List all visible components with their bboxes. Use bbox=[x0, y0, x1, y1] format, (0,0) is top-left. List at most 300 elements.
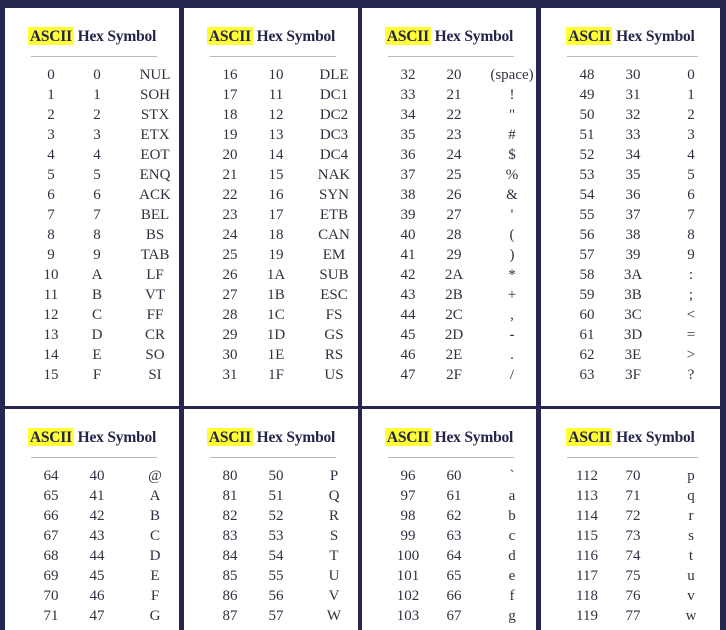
table-row bbox=[362, 606, 536, 626]
symbol-cell: ` bbox=[509, 468, 515, 484]
ascii-code-cell: 44 bbox=[400, 307, 416, 323]
column-header bbox=[184, 429, 358, 447]
table-row bbox=[5, 566, 179, 586]
table-row bbox=[362, 245, 536, 265]
ascii-panel bbox=[541, 409, 720, 630]
table-row bbox=[362, 546, 536, 566]
symbol-cell: SI bbox=[148, 367, 162, 383]
hex-header-label: Hex bbox=[77, 28, 104, 45]
table-row bbox=[184, 606, 358, 626]
hex-code-cell: 9 bbox=[93, 247, 101, 263]
hex-code-cell: 2D bbox=[444, 327, 464, 343]
symbol-cell: NUL bbox=[139, 67, 171, 83]
hex-code-cell: 54 bbox=[268, 548, 284, 564]
symbol-cell: DC2 bbox=[319, 107, 349, 123]
ascii-code-cell: 36 bbox=[400, 147, 416, 163]
table-row bbox=[362, 486, 536, 506]
ascii-code-cell: 112 bbox=[576, 468, 598, 484]
hex-code-cell: 64 bbox=[446, 548, 462, 564]
table-row bbox=[362, 526, 536, 546]
symbol-header-label: Symbol bbox=[286, 28, 336, 45]
ascii-code-cell: 28 bbox=[222, 307, 238, 323]
ascii-code-cell: 30 bbox=[222, 347, 238, 363]
hex-code-cell: 4 bbox=[93, 147, 101, 163]
ascii-code-cell: 70 bbox=[43, 588, 59, 604]
symbol-cell: 5 bbox=[687, 167, 695, 183]
hex-code-cell: 3E bbox=[624, 347, 642, 363]
symbol-cell: STX bbox=[140, 107, 170, 123]
table-row bbox=[184, 526, 358, 546]
hex-code-cell: 41 bbox=[89, 488, 105, 504]
ascii-header-label: ASCII bbox=[568, 28, 611, 45]
table-row bbox=[184, 145, 358, 165]
symbol-cell: G bbox=[149, 608, 161, 624]
table-row bbox=[362, 285, 536, 305]
ascii-code-cell: 98 bbox=[400, 508, 416, 524]
table-row bbox=[5, 125, 179, 145]
table-row bbox=[184, 65, 358, 85]
hex-code-cell: A bbox=[91, 267, 103, 283]
symbol-cell: W bbox=[326, 608, 342, 624]
ascii-code-cell: 26 bbox=[222, 267, 238, 283]
table-row bbox=[541, 205, 720, 225]
symbol-cell: c bbox=[508, 528, 516, 544]
hex-code-cell: 25 bbox=[446, 167, 462, 183]
table-row bbox=[362, 506, 536, 526]
table-row bbox=[5, 345, 179, 365]
ascii-code-cell: 38 bbox=[400, 187, 416, 203]
ascii-code-cell: 24 bbox=[222, 227, 238, 243]
ascii-panel bbox=[362, 409, 536, 630]
table-row bbox=[541, 345, 720, 365]
symbol-cell: ETX bbox=[140, 127, 170, 143]
row-list bbox=[541, 466, 720, 626]
symbol-cell: BEL bbox=[140, 207, 170, 223]
table-row bbox=[541, 466, 720, 486]
table-row bbox=[184, 345, 358, 365]
ascii-code-cell: 5 bbox=[47, 167, 55, 183]
symbol-cell: V bbox=[328, 588, 340, 604]
ascii-code-cell: 60 bbox=[579, 307, 595, 323]
symbol-cell: / bbox=[509, 367, 515, 383]
symbol-cell: LF bbox=[146, 267, 164, 283]
table-row bbox=[541, 185, 720, 205]
ascii-header-label: ASCII bbox=[568, 429, 611, 446]
symbol-cell: 4 bbox=[687, 147, 695, 163]
symbol-cell: SYN bbox=[318, 187, 349, 203]
hex-code-cell: 72 bbox=[625, 508, 641, 524]
table-row bbox=[362, 65, 536, 85]
ascii-code-cell: 81 bbox=[222, 488, 238, 504]
ascii-header-label: ASCII bbox=[208, 28, 251, 45]
ascii-code-cell: 15 bbox=[43, 367, 59, 383]
table-row bbox=[541, 606, 720, 626]
header-divider bbox=[31, 56, 157, 57]
ascii-code-cell: 22 bbox=[222, 187, 238, 203]
hex-code-cell: 28 bbox=[446, 227, 462, 243]
symbol-cell: 2 bbox=[687, 107, 695, 123]
ascii-panel bbox=[5, 8, 179, 406]
table-row bbox=[184, 506, 358, 526]
ascii-code-cell: 2 bbox=[47, 107, 55, 123]
header-divider bbox=[567, 56, 698, 57]
symbol-cell: # bbox=[508, 127, 516, 143]
hex-code-cell: F bbox=[92, 367, 102, 383]
header-divider bbox=[567, 457, 698, 458]
symbol-header-label: Symbol bbox=[645, 28, 695, 45]
ascii-code-cell: 45 bbox=[400, 327, 416, 343]
hex-code-cell: 37 bbox=[625, 207, 641, 223]
ascii-code-cell: 16 bbox=[222, 67, 238, 83]
row-list bbox=[184, 65, 358, 385]
ascii-code-cell: 55 bbox=[579, 207, 595, 223]
symbol-cell: $ bbox=[508, 147, 516, 163]
hex-code-cell: 1A bbox=[266, 267, 286, 283]
symbol-cell: + bbox=[507, 287, 517, 303]
ascii-code-cell: 21 bbox=[222, 167, 238, 183]
hex-code-cell: 30 bbox=[625, 67, 641, 83]
ascii-code-cell: 47 bbox=[400, 367, 416, 383]
symbol-cell: g bbox=[508, 608, 516, 624]
ascii-header-label: ASCII bbox=[386, 28, 429, 45]
symbol-cell: 7 bbox=[687, 207, 695, 223]
table-row bbox=[541, 105, 720, 125]
table-row bbox=[5, 245, 179, 265]
hex-code-cell: 21 bbox=[446, 87, 462, 103]
symbol-cell: @ bbox=[148, 468, 162, 484]
hex-code-cell: 3A bbox=[623, 267, 643, 283]
row-list bbox=[362, 466, 536, 626]
hex-code-cell: 1C bbox=[267, 307, 285, 323]
table-row bbox=[184, 205, 358, 225]
symbol-cell: 6 bbox=[687, 187, 695, 203]
ascii-code-cell: 25 bbox=[222, 247, 238, 263]
symbol-cell: s bbox=[688, 528, 694, 544]
hex-header-label: Hex bbox=[616, 429, 643, 446]
symbol-cell: 0 bbox=[687, 67, 695, 83]
table-row bbox=[541, 125, 720, 145]
symbol-cell: B bbox=[149, 508, 160, 524]
symbol-cell: 8 bbox=[687, 227, 695, 243]
ascii-code-cell: 99 bbox=[400, 528, 416, 544]
ascii-panel bbox=[5, 409, 179, 630]
hex-code-cell: 27 bbox=[446, 207, 462, 223]
symbol-cell: , bbox=[510, 307, 514, 323]
ascii-code-cell: 63 bbox=[579, 367, 595, 383]
hex-code-cell: 12 bbox=[268, 107, 284, 123]
symbol-cell: ? bbox=[687, 367, 695, 383]
hex-code-cell: 34 bbox=[625, 147, 641, 163]
table-row bbox=[541, 546, 720, 566]
column-header bbox=[5, 28, 179, 46]
hex-code-cell: 19 bbox=[268, 247, 284, 263]
hex-code-cell: C bbox=[91, 307, 102, 323]
hex-code-cell: 0 bbox=[93, 67, 101, 83]
table-row bbox=[541, 325, 720, 345]
table-row bbox=[184, 546, 358, 566]
symbol-cell: TAB bbox=[140, 247, 170, 263]
symbol-cell: ENQ bbox=[139, 167, 171, 183]
hex-header-label: Hex bbox=[77, 429, 104, 446]
symbol-cell: RS bbox=[324, 347, 344, 363]
ascii-code-cell: 82 bbox=[222, 508, 238, 524]
symbol-cell: v bbox=[687, 588, 695, 604]
hex-code-cell: 1D bbox=[266, 327, 286, 343]
symbol-cell: ! bbox=[509, 87, 515, 103]
hex-code-cell: 2E bbox=[445, 347, 463, 363]
symbol-cell: R bbox=[328, 508, 339, 524]
symbol-cell: CR bbox=[144, 327, 165, 343]
hex-code-cell: D bbox=[91, 327, 103, 343]
hex-code-cell: 3D bbox=[623, 327, 643, 343]
ascii-code-cell: 54 bbox=[579, 187, 595, 203]
table-row bbox=[184, 185, 358, 205]
hex-code-cell: 75 bbox=[625, 568, 641, 584]
table-row bbox=[184, 245, 358, 265]
hex-code-cell: 2B bbox=[445, 287, 463, 303]
ascii-code-cell: 8 bbox=[47, 227, 55, 243]
hex-code-cell: 14 bbox=[268, 147, 284, 163]
symbol-cell: VT bbox=[145, 287, 165, 303]
hex-code-cell: 38 bbox=[625, 227, 641, 243]
ascii-header-label: ASCII bbox=[29, 28, 72, 45]
symbol-cell: = bbox=[686, 327, 696, 343]
hex-code-cell: 3F bbox=[625, 367, 641, 383]
column-header bbox=[184, 28, 358, 46]
ascii-code-cell: 31 bbox=[222, 367, 238, 383]
hex-code-cell: 2 bbox=[93, 107, 101, 123]
table-row bbox=[5, 65, 179, 85]
hex-code-cell: 51 bbox=[268, 488, 284, 504]
hex-code-cell: 15 bbox=[268, 167, 284, 183]
table-row bbox=[541, 566, 720, 586]
table-row bbox=[5, 526, 179, 546]
hex-code-cell: 66 bbox=[446, 588, 462, 604]
ascii-code-cell: 100 bbox=[396, 548, 420, 564]
ascii-code-cell: 69 bbox=[43, 568, 59, 584]
symbol-cell: T bbox=[329, 548, 339, 564]
symbol-cell: . bbox=[510, 347, 514, 363]
table-row bbox=[5, 466, 179, 486]
hex-header-label: Hex bbox=[256, 429, 283, 446]
ascii-code-cell: 58 bbox=[579, 267, 595, 283]
ascii-code-cell: 13 bbox=[43, 327, 59, 343]
ascii-code-cell: 12 bbox=[43, 307, 59, 323]
ascii-code-cell: 48 bbox=[579, 67, 595, 83]
symbol-cell: SOH bbox=[139, 87, 170, 103]
symbol-cell: ( bbox=[509, 227, 515, 243]
table-row bbox=[5, 105, 179, 125]
hex-code-cell: 43 bbox=[89, 528, 105, 544]
table-row bbox=[184, 305, 358, 325]
table-row bbox=[184, 586, 358, 606]
header-divider bbox=[388, 56, 514, 57]
symbol-cell: P bbox=[329, 468, 339, 484]
table-row bbox=[541, 65, 720, 85]
table-row bbox=[362, 566, 536, 586]
symbol-cell: b bbox=[508, 508, 516, 524]
hex-code-cell: 76 bbox=[625, 588, 641, 604]
header-divider bbox=[210, 56, 336, 57]
ascii-code-cell: 101 bbox=[396, 568, 420, 584]
table-row bbox=[184, 325, 358, 345]
hex-code-cell: 29 bbox=[446, 247, 462, 263]
table-row bbox=[541, 305, 720, 325]
ascii-code-cell: 66 bbox=[43, 508, 59, 524]
hex-code-cell: 18 bbox=[268, 227, 284, 243]
ascii-code-cell: 114 bbox=[576, 508, 598, 524]
symbol-cell: w bbox=[685, 608, 697, 624]
symbol-cell: FF bbox=[146, 307, 164, 323]
ascii-header-label: ASCII bbox=[208, 429, 251, 446]
ascii-panel bbox=[541, 8, 720, 406]
hex-code-cell: 36 bbox=[625, 187, 641, 203]
ascii-code-cell: 85 bbox=[222, 568, 238, 584]
table-row bbox=[362, 145, 536, 165]
hex-code-cell: 60 bbox=[446, 468, 462, 484]
table-row bbox=[541, 265, 720, 285]
symbol-header-label: Symbol bbox=[645, 429, 695, 446]
table-row bbox=[5, 365, 179, 385]
table-row bbox=[362, 85, 536, 105]
table-row bbox=[5, 606, 179, 626]
table-row bbox=[362, 185, 536, 205]
ascii-code-cell: 35 bbox=[400, 127, 416, 143]
ascii-code-cell: 46 bbox=[400, 347, 416, 363]
symbol-header-label: Symbol bbox=[464, 28, 514, 45]
symbol-cell: u bbox=[687, 568, 695, 584]
symbol-cell: EOT bbox=[140, 147, 170, 163]
symbol-cell: SO bbox=[145, 347, 165, 363]
hex-code-cell: 17 bbox=[268, 207, 284, 223]
ascii-code-cell: 32 bbox=[400, 67, 416, 83]
ascii-code-cell: 43 bbox=[400, 287, 416, 303]
ascii-code-cell: 3 bbox=[47, 127, 55, 143]
ascii-code-cell: 17 bbox=[222, 87, 238, 103]
hex-code-cell: 5 bbox=[93, 167, 101, 183]
hex-code-cell: 13 bbox=[268, 127, 284, 143]
hex-code-cell: 3 bbox=[93, 127, 101, 143]
row-list bbox=[362, 65, 536, 385]
table-row bbox=[541, 285, 720, 305]
table-row bbox=[5, 145, 179, 165]
column-header bbox=[362, 28, 536, 46]
symbol-cell: F bbox=[150, 588, 160, 604]
ascii-code-cell: 27 bbox=[222, 287, 238, 303]
table-row bbox=[5, 486, 179, 506]
header-divider bbox=[31, 457, 157, 458]
ascii-code-cell: 80 bbox=[222, 468, 238, 484]
ascii-header-label: ASCII bbox=[386, 429, 429, 446]
symbol-cell: q bbox=[687, 488, 695, 504]
table-row bbox=[5, 546, 179, 566]
symbol-cell: ETB bbox=[319, 207, 349, 223]
symbol-cell: US bbox=[324, 367, 344, 383]
ascii-code-cell: 50 bbox=[579, 107, 595, 123]
hex-code-cell: 56 bbox=[268, 588, 284, 604]
table-row bbox=[362, 105, 536, 125]
hex-code-cell: 61 bbox=[446, 488, 462, 504]
hex-code-cell: 57 bbox=[268, 608, 284, 624]
table-row bbox=[5, 185, 179, 205]
ascii-code-cell: 1 bbox=[47, 87, 55, 103]
table-row bbox=[5, 305, 179, 325]
symbol-header-label: Symbol bbox=[464, 429, 514, 446]
hex-code-cell: 1F bbox=[268, 367, 284, 383]
hex-code-cell: 20 bbox=[446, 67, 462, 83]
table-row bbox=[362, 586, 536, 606]
ascii-code-cell: 6 bbox=[47, 187, 55, 203]
ascii-panel bbox=[184, 8, 358, 406]
ascii-code-cell: 34 bbox=[400, 107, 416, 123]
hex-code-cell: 45 bbox=[89, 568, 105, 584]
ascii-code-cell: 84 bbox=[222, 548, 238, 564]
ascii-code-cell: 97 bbox=[400, 488, 416, 504]
ascii-panel bbox=[184, 409, 358, 630]
hex-code-cell: E bbox=[92, 347, 102, 363]
table-row bbox=[5, 586, 179, 606]
table-row bbox=[541, 526, 720, 546]
table-row bbox=[362, 205, 536, 225]
ascii-code-cell: 37 bbox=[400, 167, 416, 183]
symbol-cell: ESC bbox=[320, 287, 348, 303]
hex-code-cell: 10 bbox=[268, 67, 284, 83]
hex-code-cell: 40 bbox=[89, 468, 105, 484]
table-row bbox=[5, 285, 179, 305]
hex-code-cell: 33 bbox=[625, 127, 641, 143]
table-row bbox=[5, 85, 179, 105]
table-row bbox=[184, 85, 358, 105]
symbol-cell: f bbox=[509, 588, 515, 604]
symbol-cell: U bbox=[328, 568, 340, 584]
hex-code-cell: 2C bbox=[445, 307, 463, 323]
hex-code-cell: 39 bbox=[625, 247, 641, 263]
symbol-cell: - bbox=[509, 327, 515, 343]
header-divider bbox=[210, 457, 336, 458]
ascii-code-cell: 119 bbox=[576, 608, 598, 624]
symbol-cell: a bbox=[508, 488, 516, 504]
table-row bbox=[362, 466, 536, 486]
table-row bbox=[541, 225, 720, 245]
hex-code-cell: 35 bbox=[625, 167, 641, 183]
ascii-code-cell: 62 bbox=[579, 347, 595, 363]
table-row bbox=[541, 85, 720, 105]
symbol-cell: ) bbox=[509, 247, 515, 263]
hex-code-cell: B bbox=[91, 287, 102, 303]
ascii-code-cell: 117 bbox=[576, 568, 598, 584]
ascii-code-cell: 64 bbox=[43, 468, 59, 484]
ascii-code-cell: 116 bbox=[576, 548, 598, 564]
table-row bbox=[541, 506, 720, 526]
table-row bbox=[362, 365, 536, 385]
symbol-cell: % bbox=[505, 167, 519, 183]
ascii-code-cell: 39 bbox=[400, 207, 416, 223]
symbol-cell: A bbox=[149, 488, 161, 504]
hex-code-cell: 42 bbox=[89, 508, 105, 524]
table-row bbox=[541, 245, 720, 265]
table-row bbox=[5, 205, 179, 225]
hex-code-cell: 73 bbox=[625, 528, 641, 544]
hex-code-cell: 44 bbox=[89, 548, 105, 564]
table-row bbox=[362, 225, 536, 245]
symbol-cell: E bbox=[150, 568, 160, 584]
symbol-cell: 1 bbox=[687, 87, 695, 103]
ascii-code-cell: 40 bbox=[400, 227, 416, 243]
hex-header-label: Hex bbox=[616, 28, 643, 45]
symbol-cell: t bbox=[688, 548, 694, 564]
hex-code-cell: 77 bbox=[625, 608, 641, 624]
hex-code-cell: 2A bbox=[444, 267, 464, 283]
